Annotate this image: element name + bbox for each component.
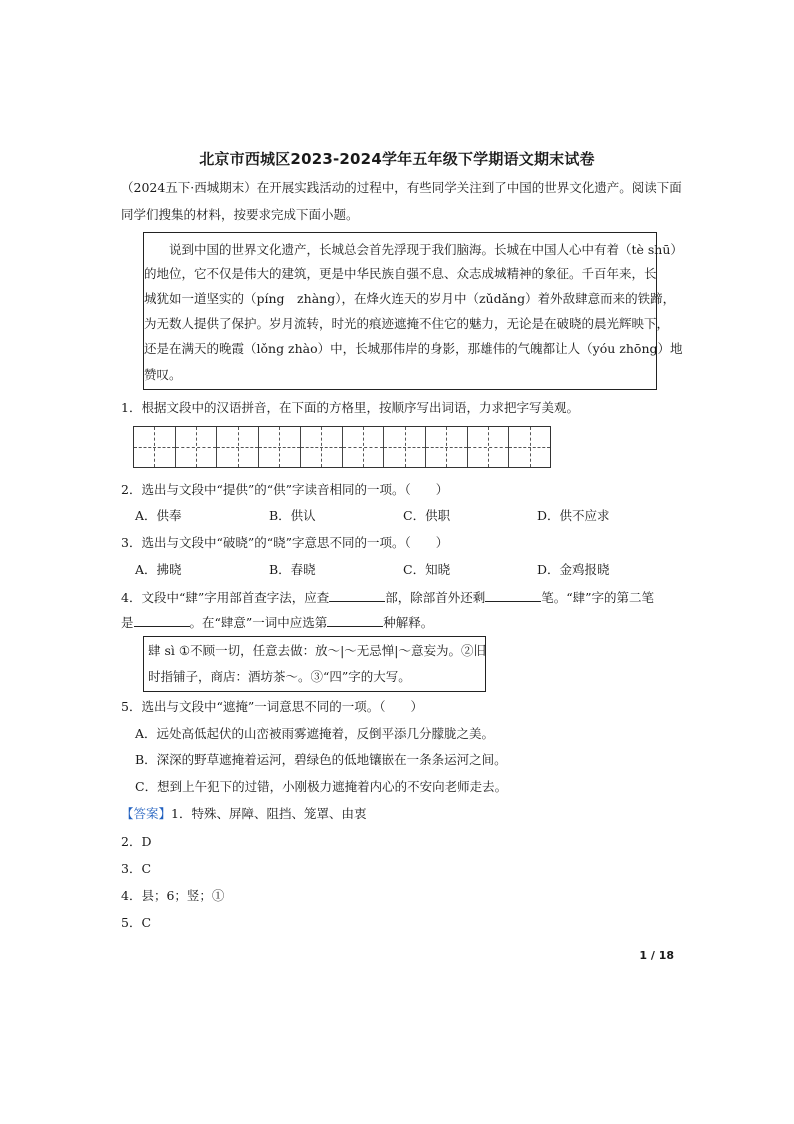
- answer-text: 1．特殊、屏障、阻挡、笼罩、由衷: [171, 806, 367, 821]
- option[interactable]: D．金鸡报晓: [537, 562, 610, 577]
- dictionary-line: 时指铺子，商店：酒坊茶～。③“四”字的大写。: [148, 669, 411, 684]
- answer-tag: 【答案】: [121, 806, 172, 821]
- grid-cell[interactable]: [426, 427, 468, 467]
- q4-text: 4．文段中“肆”字用部首查字法，应查: [121, 590, 330, 605]
- grid-cell[interactable]: [259, 427, 301, 467]
- grid-cell[interactable]: [509, 427, 550, 467]
- answer-5: 5．C: [121, 915, 152, 930]
- option[interactable]: C．供职: [403, 508, 451, 523]
- option[interactable]: A．拂晓: [135, 562, 182, 577]
- page-title: 北京市西城区2023-2024学年五年级下学期语文期末试卷: [199, 150, 595, 168]
- writing-grid[interactable]: [133, 426, 551, 468]
- question-5: 5．选出与文段中“遮掩”一词意思不同的一项。（ ）: [121, 699, 423, 714]
- answer-blank[interactable]: [485, 589, 541, 602]
- question-1: 1．根据文段中的汉语拼音，在下面的方格里，按顺序写出词语，力求把字写美观。: [121, 400, 579, 415]
- page-number: 1 / 18: [639, 949, 674, 962]
- option[interactable]: B．供认: [269, 508, 316, 523]
- passage-line: 为无数人提供了保护。岁月流转，时光的痕迹遮掩不住它的魅力，无论是在破晓的晨光辉映下，: [144, 316, 670, 331]
- grid-cell[interactable]: [301, 427, 343, 467]
- grid-cell[interactable]: [468, 427, 510, 467]
- grid-cell[interactable]: [176, 427, 218, 467]
- option[interactable]: C．知晓: [403, 562, 451, 577]
- option[interactable]: A．供奉: [135, 508, 182, 523]
- passage-line: 说到中国的世界文化遗产，长城总会首先浮现于我们脑海。长城在中国人心中有着（tè shū）: [169, 242, 683, 257]
- grid-cell[interactable]: [217, 427, 259, 467]
- passage-box: [143, 232, 683, 390]
- question-3: 3．选出与文段中“破晓”的“晓”字意思不同的一项。（ ）: [121, 535, 449, 550]
- option[interactable]: D．供不应求: [537, 508, 610, 523]
- q4-text: 。在“肆意”一词中应选第: [189, 615, 328, 630]
- passage-line: 的地位，它不仅是伟大的建筑，更是中华民族自强不息、众志成城精神的象征。千百年来，长: [144, 266, 657, 281]
- q4-text: 笔。“肆”字的第二笔: [541, 590, 655, 605]
- question-2: 2．选出与文段中“提供”的“供”字读音相同的一项。（ ）: [121, 482, 449, 497]
- dictionary-box: [143, 636, 486, 692]
- answer-4: 4．县；6；竖；①: [121, 888, 225, 903]
- passage-line: 城犹如一道坚实的（píng zhàng），在烽火连天的岁月中（zǔdǎng）着外敌肆意而来的铁蹄，: [144, 291, 676, 306]
- grid-cell[interactable]: [384, 427, 426, 467]
- passage-line: 还是在满天的晚霞（lǒng zhào）中，长城那伟岸的身影，那雄伟的气魄都让人（yóu zhōng）地: [144, 341, 683, 356]
- q4-text: 部，除部首外还剩: [385, 590, 486, 605]
- question-4-line-1: [121, 589, 654, 606]
- question-4-line-2: [121, 614, 433, 631]
- intro-line: 同学们搜集的材料，按要求完成下面小题。: [121, 207, 359, 222]
- answer-2: 2．D: [121, 834, 152, 849]
- grid-cell[interactable]: [343, 427, 385, 467]
- grid-cell[interactable]: [134, 427, 176, 467]
- answer-blank[interactable]: [327, 614, 383, 627]
- option[interactable]: B．深深的野草遮掩着运河，碧绿色的低地镶嵌在一条条运河之间。: [135, 752, 507, 767]
- passage-line: 赞叹。: [144, 367, 182, 382]
- answer-3: 3．C: [121, 861, 152, 876]
- option[interactable]: B．春晓: [269, 562, 316, 577]
- q4-text: 是: [121, 615, 134, 630]
- intro-line: （2024五下·西城期末）在开展实践活动的过程中，有些同学关注到了中国的世界文化遗产。阅读下面: [121, 180, 682, 195]
- option[interactable]: C．想到上午犯下的过错，小刚极力遮掩着内心的不安向老师走去。: [135, 779, 508, 794]
- answer-1: [121, 806, 366, 822]
- q4-text: 种解释。: [383, 615, 434, 630]
- option[interactable]: A．远处高低起伏的山峦被雨雾遮掩着，反倒平添几分朦胧之美。: [135, 726, 495, 741]
- dictionary-line: 肆 sì ①不顾一切，任意去做：放～|～无忌惮|～意妄为。②旧: [148, 643, 486, 658]
- answer-blank[interactable]: [329, 589, 385, 602]
- answer-blank[interactable]: [134, 614, 190, 627]
